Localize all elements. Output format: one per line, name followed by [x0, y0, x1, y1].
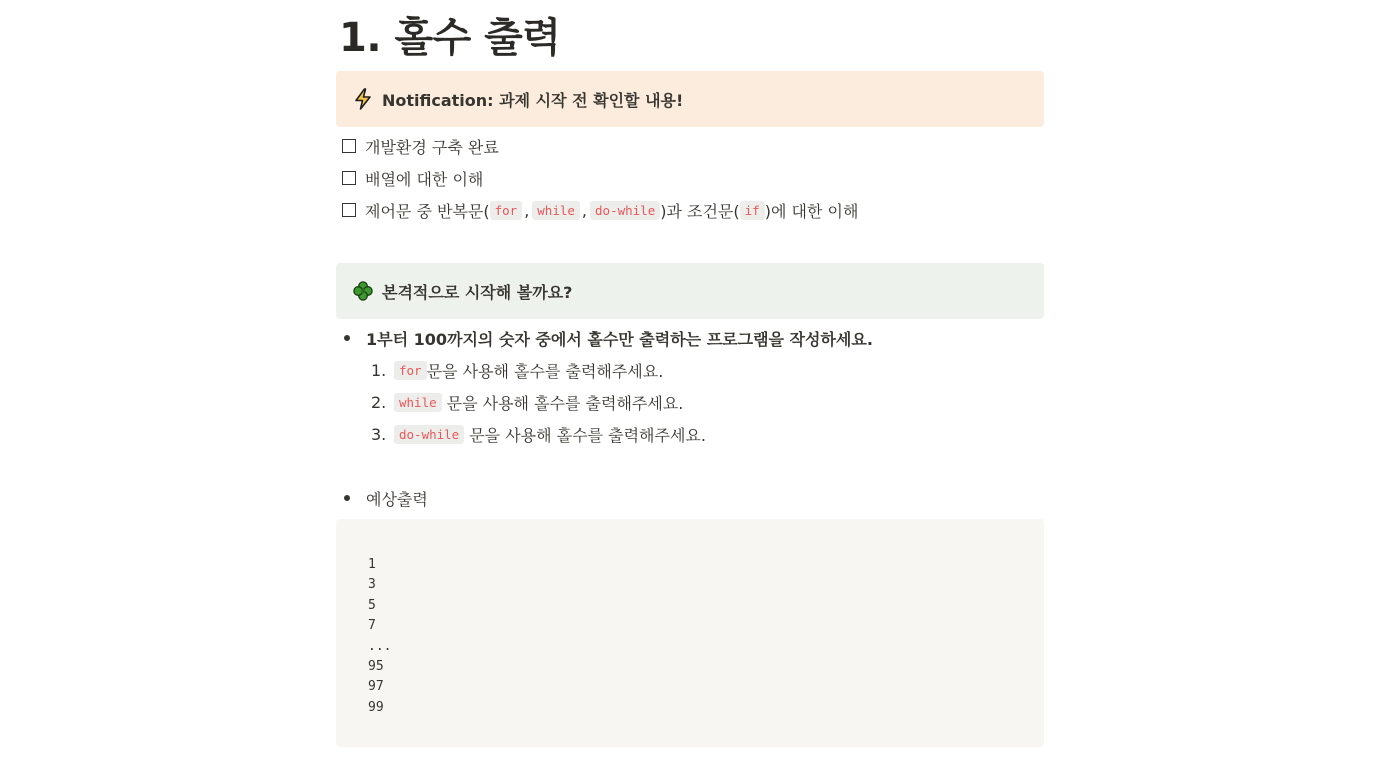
step-text: 문을 사용해 홀수를 출력해주세요.: [426, 361, 664, 381]
notification-text: Notification: 과제 시작 전 확인할 내용!: [382, 90, 684, 110]
numbered-item: [371, 358, 663, 382]
inline-code: while: [394, 393, 442, 412]
inline-code: do-while: [590, 201, 660, 220]
page-title[interactable]: 1. 홀수 출력: [339, 15, 561, 61]
task-text: 1부터 100까지의 숫자 중에서 홀수만 출력하는 프로그램을 작성하세요.: [366, 329, 873, 349]
code-line: 97: [368, 679, 384, 695]
todo-text-post: )에 대한 이해: [764, 201, 859, 221]
todo-text-pre: 제어문 중 반복문(: [365, 201, 490, 221]
list-item: [344, 326, 873, 350]
todo-text: 개발환경 구축 완료: [365, 137, 499, 157]
start-callout[interactable]: [336, 263, 1044, 319]
code-line: 99: [368, 699, 384, 715]
bullet-icon: [344, 495, 350, 501]
inline-code: for: [490, 201, 523, 220]
todo-text-mid: )과 조건문(: [660, 201, 740, 221]
todo-checkbox[interactable]: [342, 139, 356, 153]
lightning-icon: [352, 88, 374, 110]
step-number: 3.: [371, 424, 387, 444]
list-item: [344, 486, 428, 510]
todo-checkbox[interactable]: [342, 203, 356, 217]
todo-item: [342, 198, 858, 222]
bullet-icon: [344, 335, 350, 341]
code-line: 7: [368, 618, 376, 634]
code-line: 1: [368, 557, 376, 572]
todo-checkbox[interactable]: [342, 171, 356, 185]
numbered-item: [371, 390, 683, 414]
numbered-item: [371, 422, 706, 446]
todo-item: [342, 166, 483, 190]
inline-code: while: [532, 201, 580, 220]
inline-code: do-while: [394, 425, 464, 444]
code-block[interactable]: [336, 519, 1044, 747]
todo-text-sep: ,: [581, 200, 588, 220]
start-callout-text: 본격적으로 시작해 볼까요?: [382, 282, 573, 302]
code-line: 5: [368, 597, 376, 613]
step-text: 문을 사용해 홀수를 출력해주세요.: [469, 425, 706, 445]
inline-code: if: [740, 201, 765, 220]
step-number: 1.: [371, 360, 387, 380]
code-line: ...: [368, 638, 392, 654]
step-number: 2.: [371, 392, 387, 412]
todo-item: [342, 134, 499, 158]
inline-code: for: [394, 361, 427, 380]
todo-text-sep: ,: [524, 200, 530, 220]
four-leaf-clover-icon: [352, 280, 374, 302]
notification-callout[interactable]: [336, 71, 1044, 127]
todo-text: 배열에 대한 이해: [365, 169, 484, 189]
step-text: 문을 사용해 홀수를 출력해주세요.: [446, 393, 684, 413]
expected-label: 예상출력: [366, 489, 428, 509]
code-line: 95: [368, 659, 384, 675]
code-line: 3: [368, 577, 376, 593]
